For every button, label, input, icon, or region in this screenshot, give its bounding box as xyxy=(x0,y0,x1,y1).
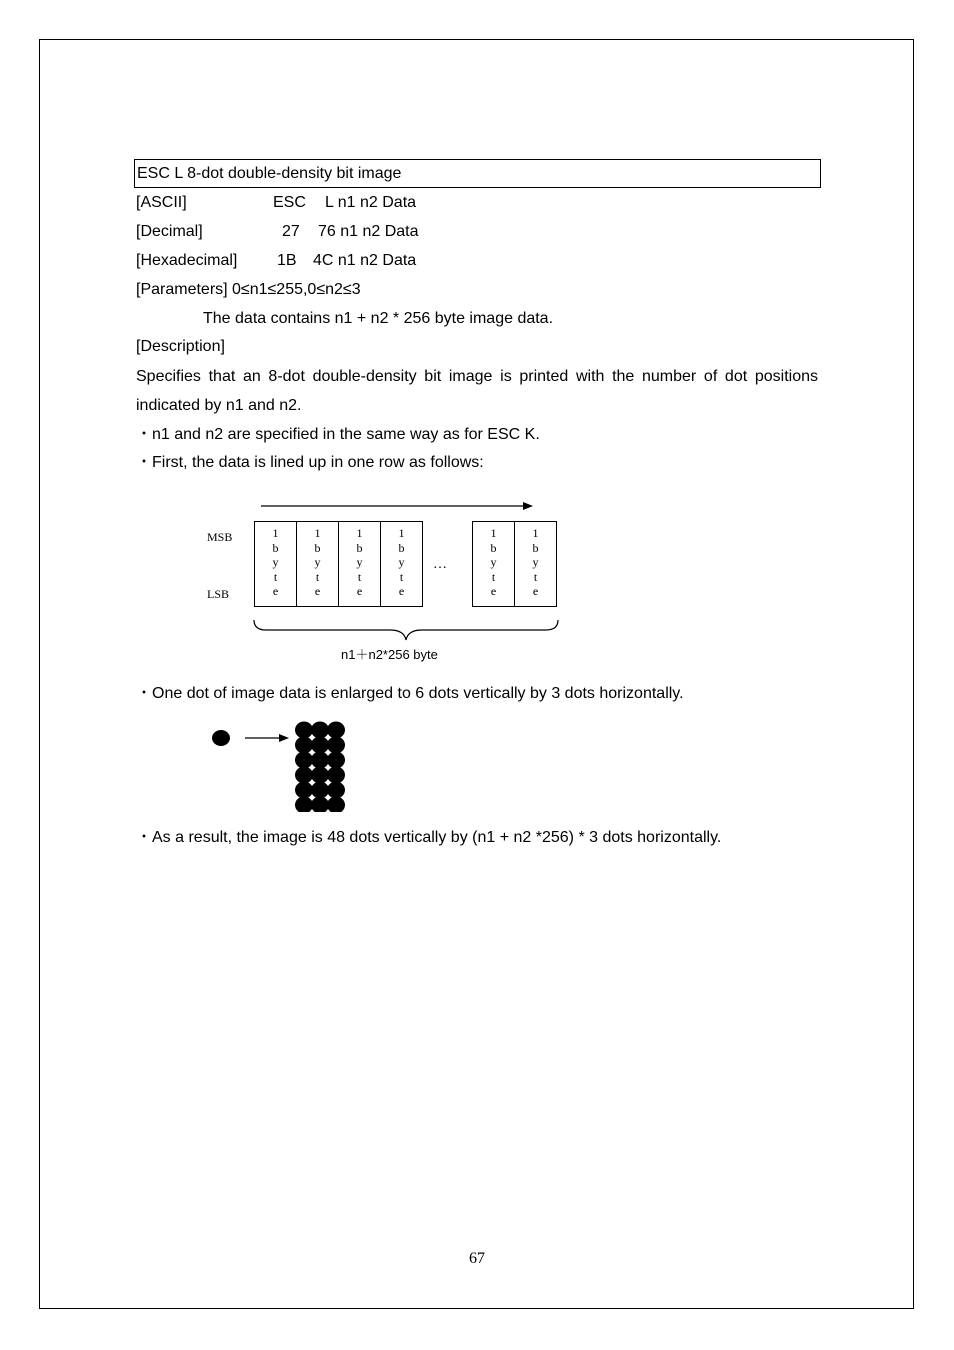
single-dot xyxy=(212,730,230,746)
enlarged-dot xyxy=(327,767,345,784)
enlarged-dot xyxy=(327,737,345,754)
decimal-code-1: 27 xyxy=(282,223,300,240)
enlarged-dot-grid xyxy=(295,722,345,813)
enlarged-dot xyxy=(311,797,329,813)
bullet-item: ・First, the data is lined up in one row as follows: xyxy=(136,454,484,471)
parameters-detail: The data contains n1 + n2 * 256 byte image data. xyxy=(203,310,554,327)
byte-cell: 1 b y t e xyxy=(296,521,339,607)
ascii-code-1: ESC xyxy=(273,194,306,211)
dot-enlargement-diagram xyxy=(205,718,355,812)
byte-cell: 1 b y t e xyxy=(514,521,557,607)
hex-code-2: 4C n1 n2 Data xyxy=(313,252,417,269)
enlarged-dot xyxy=(327,752,345,769)
direction-arrow xyxy=(255,498,540,514)
bullet-item: ・One dot of image data is enlarged to 6 dots vertically by 3 dots horizontally. xyxy=(136,685,684,702)
lsb-label: LSB xyxy=(207,587,230,601)
enlarged-dot xyxy=(311,737,329,754)
enlarged-dot xyxy=(295,722,313,739)
curly-brace xyxy=(250,618,562,642)
enlarged-dot xyxy=(295,782,313,799)
enlarged-dot xyxy=(311,767,329,784)
enlarged-dot xyxy=(327,722,345,739)
parameters-label: [Parameters] 0≤n1≤255,0≤n2≤3 xyxy=(136,281,361,298)
brace-label: n1＋n2*256 byte xyxy=(341,647,438,662)
enlarged-dot xyxy=(295,767,313,784)
msb-label: MSB xyxy=(207,530,233,544)
enlarged-dot xyxy=(327,782,345,799)
ascii-label: [ASCII] xyxy=(136,194,187,211)
enlarged-dot xyxy=(311,722,329,739)
decimal-label: [Decimal] xyxy=(136,223,203,240)
ascii-code-2: L n1 n2 Data xyxy=(325,194,417,211)
hex-code-1: 1B xyxy=(277,252,297,269)
bullet-item: ・As a result, the image is 48 dots vertically by (n1 + n2 *256) * 3 dots horizontally. xyxy=(136,829,722,846)
enlarged-dot xyxy=(295,752,313,769)
byte-cell: 1 b y t e xyxy=(338,521,381,607)
ellipsis: … xyxy=(433,557,447,572)
decimal-code-2: 76 n1 n2 Data xyxy=(318,223,419,240)
byte-cell: 1 b y t e xyxy=(472,521,515,607)
enlarged-dot xyxy=(295,737,313,754)
bullet-item: ・n1 and n2 are specified in the same way as for ESC K. xyxy=(136,426,540,443)
command-title: ESC L 8-dot double-density bit image xyxy=(134,159,821,188)
page-number: 67 xyxy=(469,1250,485,1267)
enlarged-dot xyxy=(295,797,313,813)
enlarged-dot xyxy=(311,752,329,769)
enlarged-dot xyxy=(311,782,329,799)
byte-cell: 1 b y t e xyxy=(380,521,423,607)
byte-cell: 1 b y t e xyxy=(254,521,297,607)
description-text: Specifies that an 8-dot double-density bit image is printed with the number of dot positions indicated by n1 and n2. xyxy=(136,368,818,414)
hex-label: [Hexadecimal] xyxy=(136,252,238,269)
enlarged-dot xyxy=(327,797,345,813)
description-label: [Description] xyxy=(136,338,225,355)
